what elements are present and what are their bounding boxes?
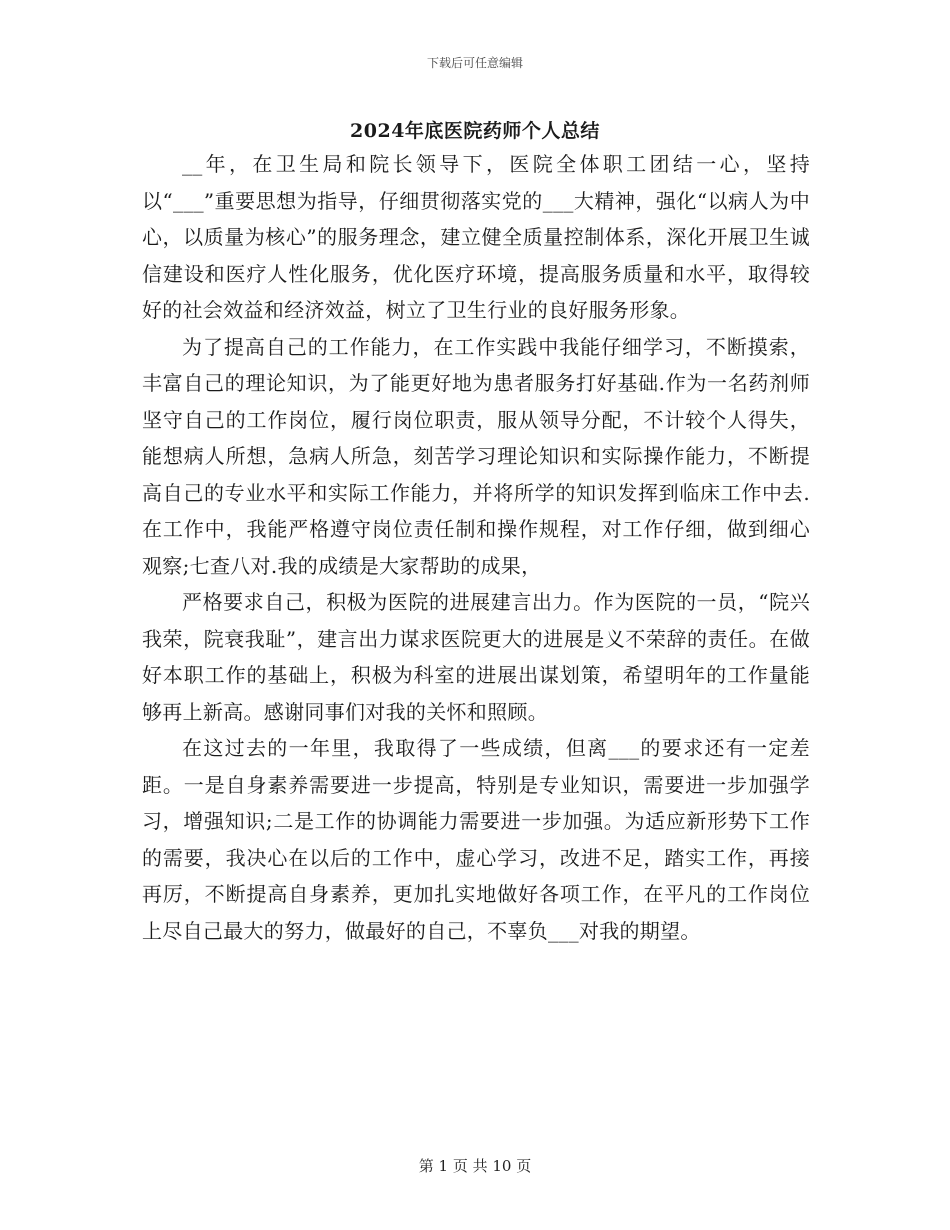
paragraph-2: 为了提高自己的工作能力，在工作实践中我能仔细学习，不断摸索，丰富自己的理论知识，为了能更好地为患者服务打好基础.作为一名药剂师坚守自己的工作岗位，履行岗位职责，服从领导分配，不计较个人得失，能想病人所想，急病人所急，刻苦学习理论知识和实际操作能力，不断提高自己的专业水平和实际工作能力，并将所学的知识发挥到临床工作中去.在工作中，我能严格遵守岗位责任制和操作规程，对工作仔细，做到细心观察;七查八对.我的成绩是大家帮助的成果， xyxy=(142,334,810,578)
document-title: 2024年底医院药师个人总结 xyxy=(350,120,600,142)
header-note: 下载后可任意编辑 xyxy=(426,56,523,70)
page-number: 第 1 页 共 10 页 xyxy=(418,1157,532,1175)
paragraph-3: 严格要求自己，积极为医院的进展建言出力。作为医院的一员，“院兴我荣，院衰我耻”，建言出力谋求医院更大的进展是义不荣辞的责任。在做好本职工作的基础上，积极为科室的进展出谋划策，希望明年的工作量能够再上新高。感谢同事们对我的关怀和照顾。 xyxy=(142,590,810,724)
paragraph-1: __年，在卫生局和院长领导下，医院全体职工团结一心，坚持以“___”重要思想为指导，仔细贯彻落实党的___大精神，强化“以病人为中心，以质量为核心”的服务理念，建立健全质量控制体系，深化开展卫生诚信建设和医疗人性化服务，优化医疗环境，提高服务质量和水平，取得较好的社会效益和经济效益，树立了卫生行业的良好服务形象。 xyxy=(142,152,810,322)
paragraph-4: 在这过去的一年里，我取得了一些成绩，但离___的要求还有一定差距。一是自身素养需要进一步提高，特别是专业知识，需要进一步加强学习，增强知识;二是工作的协调能力需要进一步加强。为适应新形势下工作的需要，我决心在以后的工作中，虚心学习，改进不足，踏实工作，再接再厉，不断提高自身素养，更加扎实地做好各项工作，在平凡的工作岗位上尽自己最大的努力，做最好的自己，不辜负___对我的期望。 xyxy=(142,736,810,943)
document-body xyxy=(142,146,810,949)
